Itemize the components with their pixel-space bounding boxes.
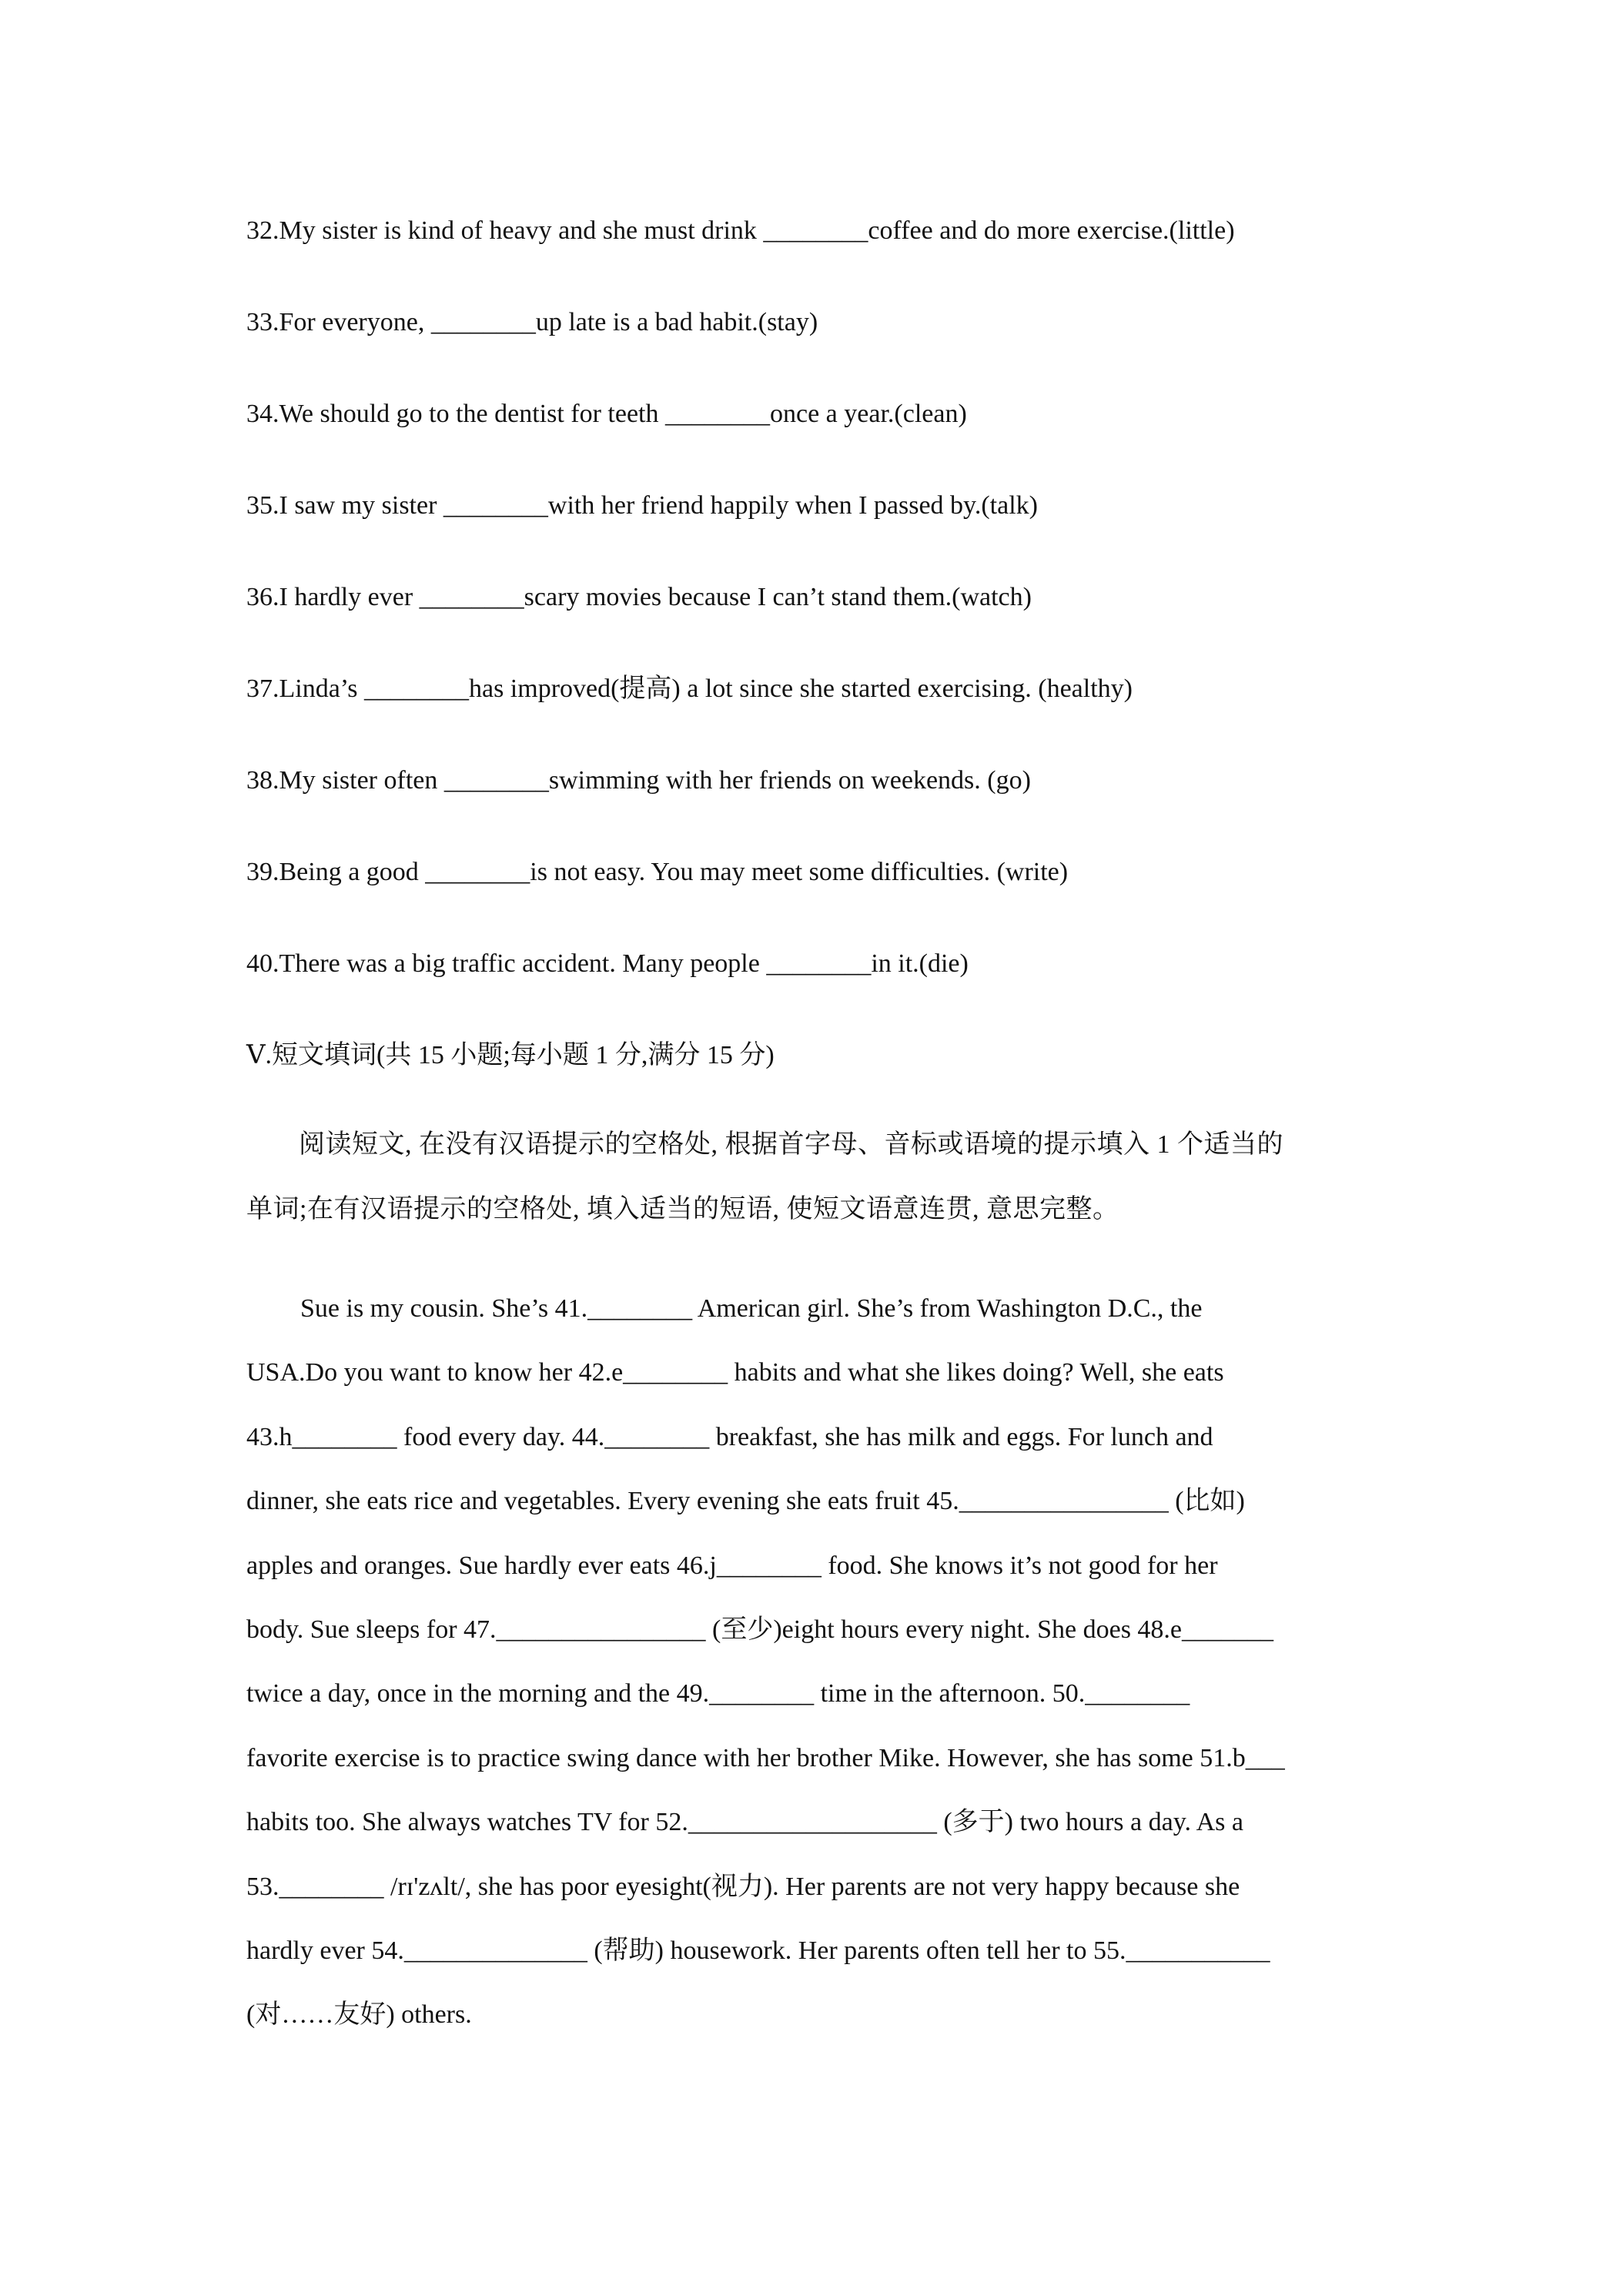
question-40: 40.There was a big traffic accident. Many people ________in it.(die) (246, 949, 969, 978)
passage-line: favorite exercise is to practice swing dance with her brother Mike. However, she has some 51.b___ (246, 1743, 1285, 1772)
instruction-line-1: 阅读短文, 在没有汉语提示的空格处, 根据首字母、音标或语境的提示填入 1 个适当的 (299, 1130, 1283, 1159)
passage-line: dinner, she eats rice and vegetables. Every evening she eats fruit 45.________________ (比如) (246, 1487, 1245, 1516)
question-37: 37.Linda’s ________has improved(提高) a lot since she started exercising. (healthy) (246, 674, 1133, 703)
passage-line: (对……友好) others. (246, 2000, 472, 2030)
question-35: 35.I saw my sister ________with her friend happily when I passed by.(talk) (246, 491, 1038, 520)
passage-line: body. Sue sleeps for 47.________________ (至少)eight hours every night. She does 48.e_______ (246, 1615, 1274, 1644)
instruction-line-2: 单词;在有汉语提示的空格处, 填入适当的短语, 使短文语意连贯, 意思完整。 (246, 1195, 1119, 1223)
passage-line: twice a day, once in the morning and the 49.________ time in the afternoon. 50.________ (246, 1679, 1190, 1709)
section-title: Ⅴ.短文填词(共 15 小题;每小题 1 分,满分 15 分) (246, 1041, 775, 1069)
passage-line: apples and oranges. Sue hardly ever eats 46.j________ food. She knows it’s not good for her (246, 1551, 1218, 1580)
passage-line: habits too. She always watches TV for 52.___________________ (多于) two hours a day. As a (246, 1808, 1243, 1837)
question-38: 38.My sister often ________swimming with her friends on weekends. (go) (246, 766, 1031, 795)
question-34: 34.We should go to the dentist for teeth ________once a year.(clean) (246, 400, 967, 428)
passage-line: hardly ever 54.______________ (帮助) housework. Her parents often tell her to 55.___________ (246, 1936, 1270, 1965)
question-36: 36.I hardly ever ________scary movies because I can’t stand them.(watch) (246, 583, 1032, 611)
passage-line: 53.________ /rɪ'zʌlt/, she has poor eyesight(视力). Her parents are not very happy because she (246, 1872, 1240, 1901)
question-32: 32.My sister is kind of heavy and she must drink ________coffee and do more exercise.(little) (246, 216, 1235, 245)
passage-line: Sue is my cousin. She’s 41.________ American girl. She’s from Washington D.C., the (300, 1294, 1203, 1323)
passage (246, 1277, 1386, 2047)
passage-line: 43.h________ food every day. 44.________ breakfast, she has milk and eggs. For lunch and (246, 1422, 1213, 1451)
section-instructions (246, 1113, 1386, 1242)
question-33: 33.For everyone, ________up late is a bad habit.(stay) (246, 308, 818, 336)
passage-line: USA.Do you want to know her 42.e________ habits and what she likes doing? Well, she eats (246, 1358, 1224, 1387)
question-39: 39.Being a good ________is not easy. You may meet some difficulties. (write) (246, 858, 1069, 886)
